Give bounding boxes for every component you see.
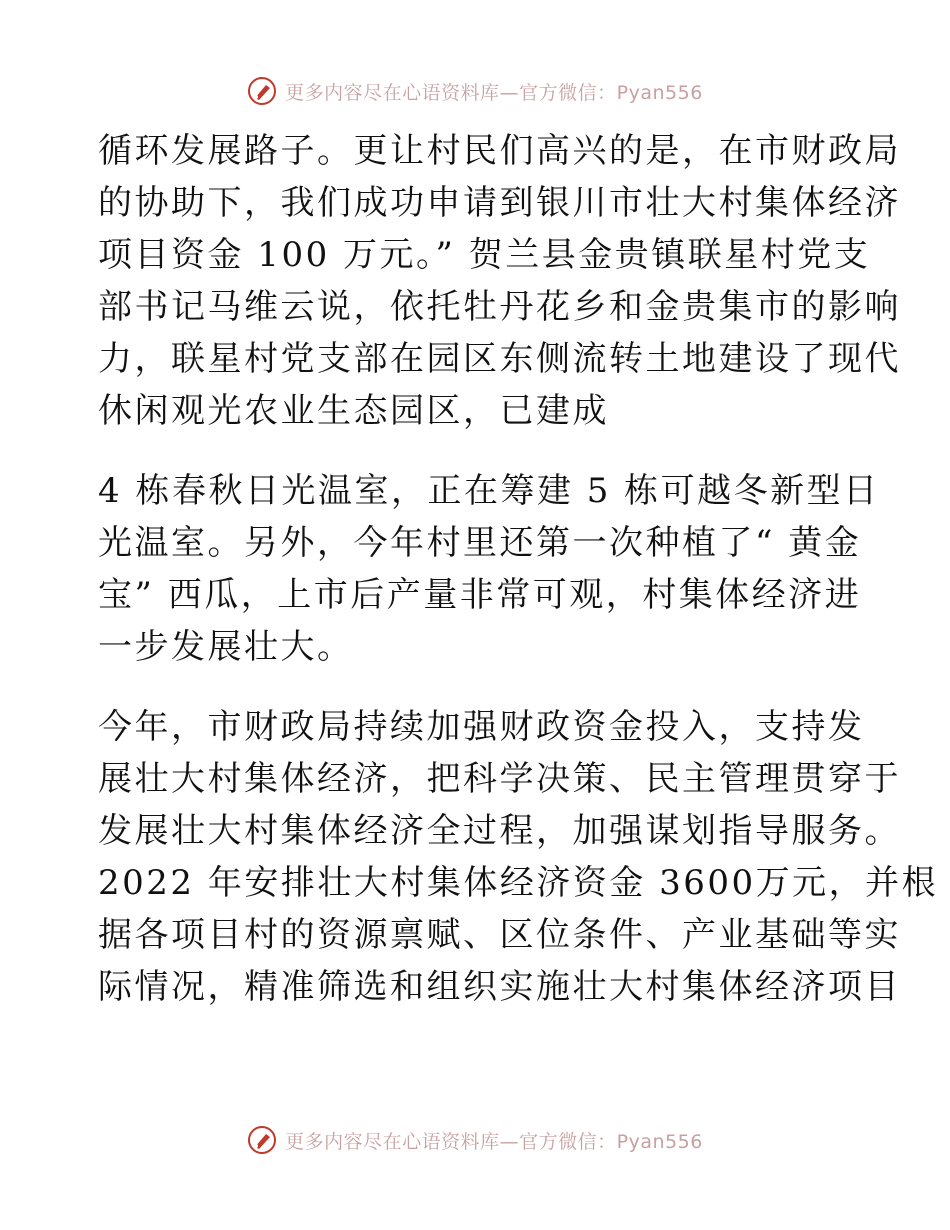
paragraph-gap [98,673,868,701]
text-line: 发展壮大村集体经济全过程，加强谋划指导服务。 [98,811,901,851]
text-line: 展壮大村集体经济，把科学决策、民主管理贯穿于 [98,759,901,799]
text-line: 据各项目村的资源禀赋、区位条件、产业基础等实 [98,915,901,955]
text-line: 宝” 西瓜，上市后产量非常可观，村集体经济进 [98,575,862,615]
paragraph-3 [98,701,939,1013]
paragraph-2 [98,465,880,673]
text-line: 的协助下，我们成功申请到银川市壮大村集体经济 [98,183,901,223]
text-line: 部书记马维云说，依托牡丹花乡和金贵集市的影响 [98,287,901,327]
footer-banner-text: 更多内容尽在心语资料库—官方微信：Pyan556 [285,1130,703,1153]
header-watermark-banner [0,71,950,111]
text-line: 际情况，精准筛选和组织实施壮大村集体经济项目 [98,967,901,1007]
text-line: 项目资金 100 万元。” 贺兰县金贵镇联星村党支 [98,235,871,275]
footer-watermark-banner [0,1120,950,1160]
text-line: 今年，市财政局持续加强财政资金投入，支持发 [98,707,865,747]
header-banner-text: 更多内容尽在心语资料库—官方微信：Pyan556 [285,81,703,104]
pen-nib-logo-icon [247,76,277,106]
paragraph-gap [98,437,868,465]
text-line: 4 栋春秋日光温室，正在筹建 5 栋可越冬新型日 [98,471,880,511]
text-line: 循环发展路子。更让村民们高兴的是，在市财政局 [98,131,901,171]
text-line: 光温室。另外，今年村里还第一次种植了“ 黄金 [98,523,862,563]
text-line: 2022 年安排壮大村集体经济资金 3600万元，并根 [98,863,939,903]
text-line: 一步发展壮大。 [98,627,354,667]
paragraph-1 [98,125,901,437]
pen-nib-logo-icon [247,1125,277,1155]
text-line: 休闲观光农业生态园区，已建成 [98,391,609,431]
document-body [98,125,939,1013]
text-line: 力，联星村党支部在园区东侧流转土地建设了现代 [98,339,901,379]
